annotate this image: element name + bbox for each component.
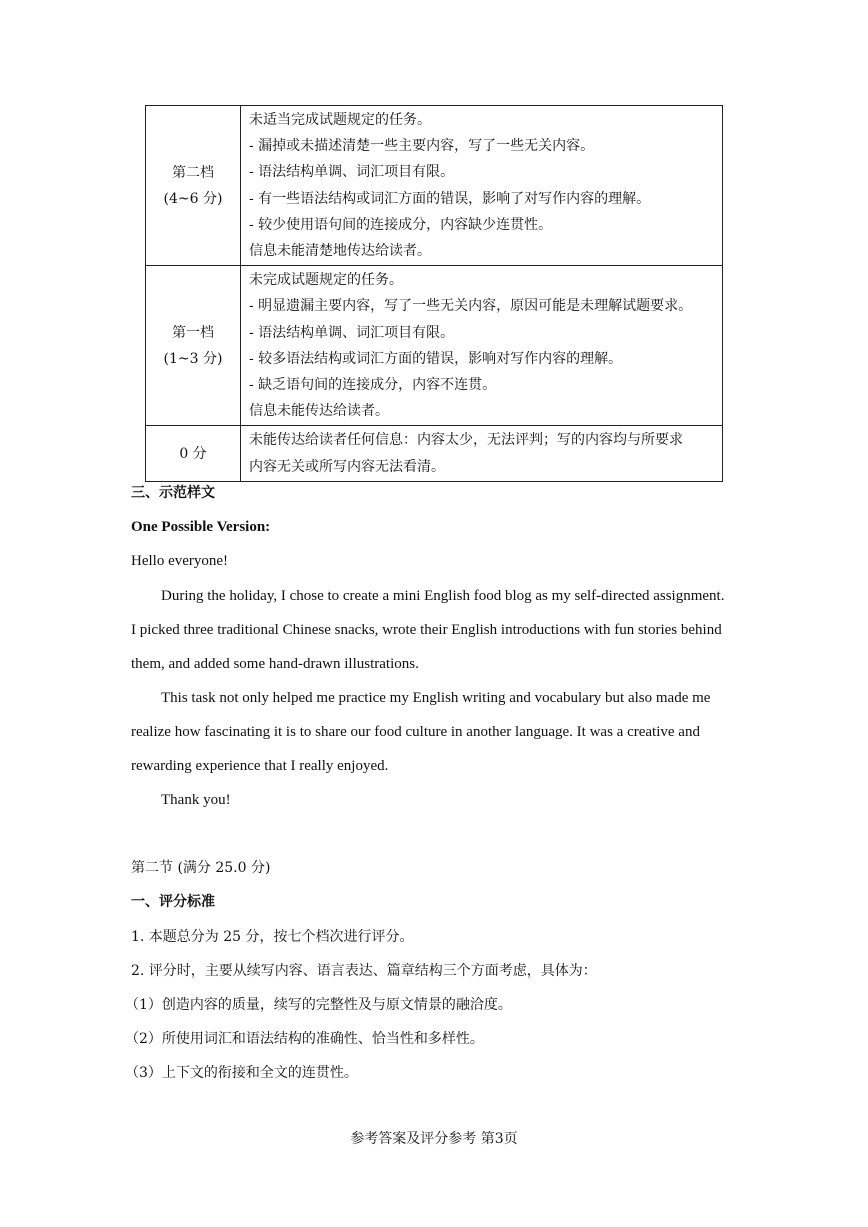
- desc-line: 未适当完成试题规定的任务。: [249, 112, 431, 128]
- level-range: (1~3 分): [163, 350, 223, 367]
- page-footer: 参考答案及评分参考 第3页: [350, 1131, 518, 1147]
- section2-item: （2）所使用词汇和语法结构的准确性、恰当性和多样性。: [125, 1031, 484, 1047]
- description-cell: [241, 266, 723, 426]
- sample-greeting: Hello everyone!: [131, 553, 229, 569]
- level-cell: [146, 266, 241, 426]
- desc-line: - 缺乏语句间的连接成分，内容不连贯。: [249, 377, 497, 394]
- desc-line: 未能传达给读者任何信息：内容太少，无法评判；写的内容均与所要求: [249, 432, 683, 449]
- description-cell: [241, 106, 723, 266]
- rubric-table: [145, 105, 723, 482]
- level-name: 第二档: [172, 164, 214, 181]
- desc-line: - 较多语法结构或词汇方面的错误，影响对写作内容的理解。: [249, 350, 623, 367]
- desc-line: - 明显遗漏主要内容，写了一些无关内容，原因可能是未理解试题要求。: [249, 298, 693, 315]
- sample-p2-line: rewarding experience that I really enjoyed.: [131, 758, 389, 774]
- section2-item: （3）上下文的衔接和全文的连贯性。: [125, 1065, 358, 1081]
- sample-p1-line: During the holiday, I chose to create a mini English food blog as my self-directed assignment.: [161, 588, 725, 604]
- description-cell: [241, 426, 723, 481]
- sample-closing: Thank you!: [161, 792, 231, 808]
- section2-item: 2. 评分时，主要从续写内容、语言表达、篇章结构三个方面考虑，具体为：: [131, 963, 597, 979]
- level-cell: [146, 106, 241, 266]
- level-name: 第一档: [172, 324, 214, 341]
- desc-line: 信息未能清楚地传达给读者。: [249, 243, 431, 260]
- sample-subheading: One Possible Version:: [131, 519, 271, 535]
- sample-p2-line: realize how fascinating it is to share our food culture in another language. It was a creative and: [131, 724, 700, 740]
- level-range: (4~6 分): [163, 190, 223, 207]
- level-name: 0 分: [179, 445, 207, 462]
- section2-title: 第二节 (满分 25.0 分): [131, 860, 271, 876]
- desc-line: 内容无关或所写内容无法看清。: [249, 458, 445, 475]
- level-cell: [146, 426, 241, 481]
- rubric-row-level-2: [146, 106, 723, 266]
- rubric-row-level-0: [146, 426, 723, 481]
- sample-p1-line: I picked three traditional Chinese snacks, wrote their English introductions with fun stories behind: [131, 622, 722, 638]
- section2-item: 1. 本题总分为 25 分，按七个档次进行评分。: [131, 929, 414, 945]
- desc-line: - 语法结构单调、词汇项目有限。: [249, 164, 455, 181]
- desc-line: - 较少使用语句间的连接成分，内容缺少连贯性。: [249, 216, 553, 233]
- section2-heading: 一、评分标准: [131, 894, 215, 910]
- desc-line: - 语法结构单调、词汇项目有限。: [249, 324, 455, 341]
- desc-line: - 有一些语法结构或词汇方面的错误，影响了对写作内容的理解。: [249, 190, 651, 207]
- desc-line: - 漏掉或未描述清楚一些主要内容，写了一些无关内容。: [249, 138, 595, 155]
- desc-line: 未完成试题规定的任务。: [249, 272, 403, 289]
- rubric-row-level-1: [146, 266, 723, 426]
- sample-heading: 三、示范样文: [131, 485, 215, 501]
- sample-p2-line: This task not only helped me practice my English writing and vocabulary but also made me: [161, 690, 711, 706]
- section2-item: （1）创造内容的质量，续写的完整性及与原文情景的融洽度。: [125, 997, 512, 1013]
- desc-line: 信息未能传达给读者。: [249, 403, 389, 420]
- sample-p1-line: them, and added some hand-drawn illustrations.: [131, 656, 419, 672]
